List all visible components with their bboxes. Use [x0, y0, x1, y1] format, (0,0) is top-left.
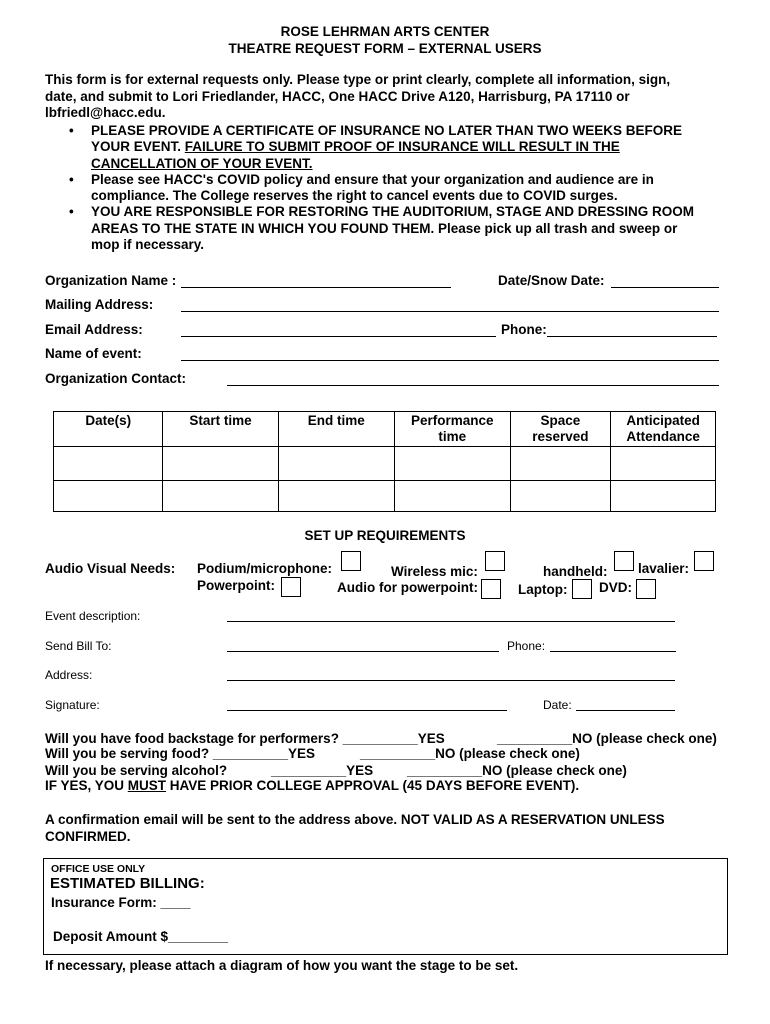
podium-label: Podium/microphone:: [197, 561, 332, 576]
table-cell[interactable]: [510, 447, 611, 481]
mailing-address-label: Mailing Address:: [45, 297, 154, 312]
table-cell[interactable]: [278, 447, 394, 481]
lavalier-checkbox[interactable]: [694, 551, 714, 571]
table-cell[interactable]: [54, 481, 163, 512]
handheld-checkbox[interactable]: [614, 551, 634, 571]
intro-line: This form is for external requests only. Please type or print clearly, complete all information, sign,: [45, 72, 671, 87]
diagram-note: If necessary, please attach a diagram of how you want the stage to be set.: [45, 958, 519, 973]
intro-line: date, and submit to Lori Friedlander, HACC, One HACC Drive A120, Harrisburg, PA 17110 or: [45, 88, 630, 104]
bullet-text-underlined: FAILURE TO SUBMIT PROOF OF INSURANCE WILL RESULT IN THE: [184, 139, 620, 155]
header-attendance: [611, 412, 716, 447]
bill-phone-label: Phone:: [507, 639, 546, 653]
address-label: Address:: [45, 668, 93, 682]
header-line: Attendance: [626, 429, 700, 444]
table-cell[interactable]: [611, 447, 716, 481]
estimated-billing-heading: ESTIMATED BILLING:: [50, 875, 205, 892]
bullet-dot: •: [69, 123, 74, 138]
laptop-checkbox[interactable]: [572, 579, 592, 599]
handheld-label: handheld:: [543, 564, 608, 579]
bullet-restore: [69, 204, 695, 253]
header-start-time: Start time: [163, 412, 278, 447]
approval-notice: [45, 778, 579, 793]
org-contact-label: Organization Contact:: [45, 371, 186, 386]
bullet-dot: •: [69, 171, 74, 187]
email-label: Email Address:: [45, 322, 143, 337]
bullet-text: Please see HACC's COVID policy and ensure that your organization and audience are in: [91, 171, 654, 187]
table-row: [54, 447, 716, 481]
office-use-label: OFFICE USE ONLY: [51, 863, 146, 875]
powerpoint-checkbox[interactable]: [281, 577, 301, 597]
bullet-dot: •: [69, 204, 74, 220]
bullet-text: [91, 139, 694, 155]
form-title: ROSE LEHRMAN ARTS CENTER: [280, 24, 490, 39]
laptop-label: Laptop:: [518, 582, 568, 597]
org-name-field[interactable]: [181, 287, 451, 288]
intro-paragraph: [45, 72, 670, 122]
podium-checkbox[interactable]: [341, 551, 361, 571]
phone-label: Phone:: [501, 322, 547, 337]
confirmation-line: CONFIRMED.: [45, 828, 131, 844]
phone-field[interactable]: [547, 336, 717, 337]
header-line: time: [438, 429, 467, 444]
bill-phone-field[interactable]: [550, 651, 676, 652]
table-cell[interactable]: [394, 447, 510, 481]
audio-powerpoint-checkbox[interactable]: [481, 579, 501, 599]
bullet-text: YOU ARE RESPONSIBLE FOR RESTORING THE AUDITORIUM, STAGE AND DRESSING ROOM: [91, 204, 695, 220]
table-cell[interactable]: [611, 481, 716, 512]
insurance-form-field[interactable]: Insurance Form: ____: [51, 895, 191, 910]
event-name-label: Name of event:: [45, 346, 142, 361]
header-dates: Date(s): [54, 412, 163, 447]
approval-text: HAVE PRIOR COLLEGE APPROVAL (45 DAYS BEFORE EVENT).: [166, 778, 580, 793]
approval-text: IF YES, YOU: [45, 778, 128, 793]
food-backstage-no: __________NO (please check one): [497, 731, 717, 746]
table-header-row: [54, 412, 716, 447]
table-cell[interactable]: [163, 447, 278, 481]
bullet-text: [91, 156, 694, 172]
table-cell[interactable]: [394, 481, 510, 512]
lavalier-label: lavalier:: [638, 561, 690, 576]
form-subtitle: THEATRE REQUEST FORM – EXTERNAL USERS: [228, 41, 542, 56]
wireless-mic-checkbox[interactable]: [485, 551, 505, 571]
header-end-time: End time: [278, 412, 394, 447]
bullet-text-underlined: OF YOUR EVENT.: [196, 155, 313, 171]
dvd-label: DVD:: [599, 580, 632, 595]
bullet-insurance: [69, 123, 694, 172]
date-snow-field[interactable]: [611, 287, 719, 288]
powerpoint-label: Powerpoint:: [197, 578, 275, 593]
intro-line: lbfriedl@hacc.edu.: [45, 105, 166, 120]
serving-alcohol-yes: __________YES: [271, 763, 374, 778]
bullet-list: [69, 123, 695, 253]
send-bill-label: Send Bill To:: [45, 639, 112, 653]
event-description-field[interactable]: [227, 621, 675, 622]
serving-food-no: __________NO (please check one): [360, 746, 580, 761]
food-backstage-question: Will you have food backstage for performers? __________YES: [45, 731, 445, 746]
table-row: [54, 481, 716, 512]
confirmation-line: A confirmation email will be sent to the address above. NOT VALID AS A RESERVATION UNLESS: [45, 812, 665, 827]
bullet-text: mop if necessary.: [91, 237, 205, 253]
date-label: Date:: [543, 698, 572, 712]
serving-food-question: Will you be serving food? __________YES: [45, 746, 315, 761]
date-field[interactable]: [576, 710, 675, 711]
approval-must: MUST: [127, 778, 167, 793]
table-cell[interactable]: [163, 481, 278, 512]
header-line: Performance: [410, 413, 494, 428]
bullet-text: AREAS TO THE STATE IN WHICH YOU FOUND THEM. Please pick up all trash and sweep or: [91, 220, 678, 236]
org-contact-field[interactable]: [227, 385, 719, 386]
bullet-text: PLEASE PROVIDE A CERTIFICATE OF INSURANCE NO LATER THAN TWO WEEKS BEFORE: [91, 123, 683, 138]
event-name-field[interactable]: [181, 360, 719, 361]
org-name-label: Organization Name :: [45, 273, 177, 288]
dvd-checkbox[interactable]: [636, 579, 656, 599]
mailing-address-field[interactable]: [181, 311, 719, 312]
serving-alcohol-no: __________NO (please check one): [407, 763, 627, 778]
event-description-label: Event description:: [45, 609, 141, 623]
date-snow-label: Date/Snow Date:: [498, 273, 605, 288]
address-field[interactable]: [227, 680, 675, 681]
audio-powerpoint-label: Audio for powerpoint:: [337, 580, 478, 595]
office-use-box: [43, 858, 728, 955]
bullet-covid: [69, 171, 694, 205]
deposit-amount-field[interactable]: Deposit Amount $________: [53, 929, 229, 944]
header-space-reserved: [510, 412, 611, 447]
header-line: Anticipated: [626, 413, 700, 428]
table-cell[interactable]: [54, 447, 163, 481]
schedule-table: [53, 411, 716, 512]
confirmation-notice: [45, 812, 665, 845]
signature-label: Signature:: [45, 698, 100, 712]
header-performance-time: [394, 412, 510, 447]
av-needs-label: Audio Visual Needs:: [45, 561, 176, 576]
bullet-text-plain: YOUR EVENT.: [91, 139, 185, 155]
header-line: Space: [540, 413, 581, 428]
table-cell[interactable]: [278, 481, 394, 512]
send-bill-field[interactable]: [227, 651, 499, 652]
email-field[interactable]: [181, 336, 496, 337]
serving-alcohol-question: Will you be serving alcohol?: [45, 763, 228, 778]
bullet-text: compliance. The College reserves the right to cancel events due to COVID surges.: [91, 188, 618, 204]
header-line: reserved: [532, 429, 589, 444]
table-cell[interactable]: [510, 481, 611, 512]
setup-title: SET UP REQUIREMENTS: [304, 528, 466, 543]
signature-field[interactable]: [227, 710, 507, 711]
bullet-text-underlined: CANCELLATION: [91, 155, 197, 171]
wireless-mic-label: Wireless mic:: [391, 564, 478, 579]
